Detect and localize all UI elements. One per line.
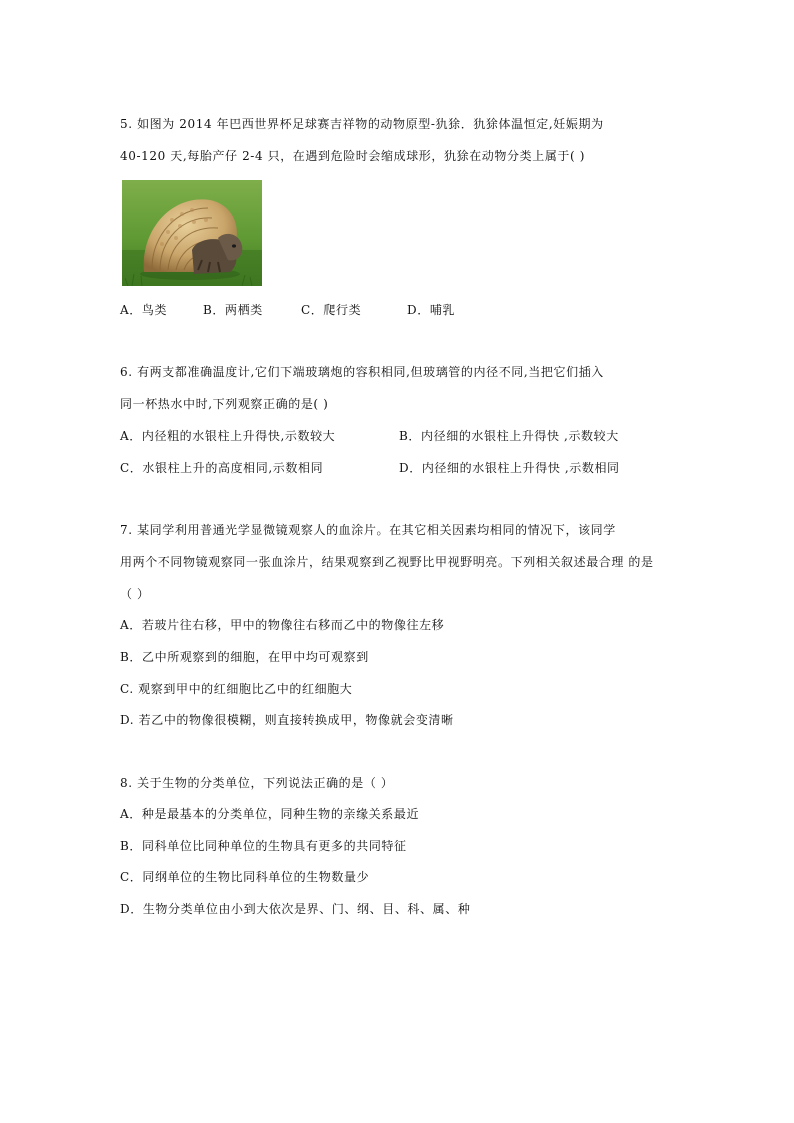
q7-stem-line-1: 7. 某同学利用普通光学显微镜观察人的血涂片。在其它相关因素均相同的情况下，该同学	[120, 523, 616, 537]
q8-option-c[interactable]: C．同纲单位的生物比同科单位的生物数量少	[120, 870, 370, 884]
q6-stem-line-2: 同一杯热水中时,下列观察正确的是( )	[120, 397, 329, 411]
q5-options	[120, 302, 520, 318]
q5-option-c[interactable]: C．爬行类	[301, 303, 362, 317]
q7-option-b[interactable]: B．乙中所观察到的细胞，在甲中均可观察到	[120, 650, 369, 664]
q6-options-row-1	[120, 428, 640, 444]
q5-option-b[interactable]: B．两栖类	[203, 303, 263, 317]
q6-option-b[interactable]: B．内径细的水银柱上升得快 ,示数较大	[399, 429, 619, 443]
q7-option-d[interactable]: D. 若乙中的物像很模糊，则直接转换成甲，物像就会变清晰	[120, 713, 454, 727]
q5-option-a[interactable]: A．鸟类	[120, 303, 168, 317]
q6-stem-line-1: 6. 有两支都准确温度计,它们下端玻璃炮的容积相同,但玻璃管的内径不同,当把它们插入	[120, 365, 604, 379]
q8-stem-line-1: 8. 关于生物的分类单位，下列说法正确的是（ ）	[120, 776, 394, 790]
q7-option-c[interactable]: C. 观察到甲中的红细胞比乙中的红细胞大	[120, 682, 353, 696]
armadillo-photo	[122, 180, 262, 286]
q8-option-d[interactable]: D．生物分类单位由小到大依次是界、门、纲、目、科、属、种	[120, 902, 471, 916]
q7-option-a[interactable]: A．若玻片往右移，甲中的物像往右移而乙中的物像往左移	[120, 618, 445, 632]
q5-stem-line-1: 5. 如图为 2014 年巴西世界杯足球赛吉祥物的动物原型-犰狳．犰狳体温恒定,妊娠期为	[120, 117, 604, 131]
q6-option-c[interactable]: C．水银柱上升的高度相同,示数相同	[120, 461, 324, 475]
q5-stem-line-2: 40-120 天,每胎产仔 2-4 只，在遇到危险时会缩成球形，犰狳在动物分类上属于( )	[120, 149, 585, 163]
q7-stem-line-2: 用两个不同物镜观察同一张血涂片，结果观察到乙视野比甲视野明亮。下列相关叙述最合理 的是	[120, 555, 654, 569]
q6-option-d[interactable]: D．内径细的水银柱上升得快 ,示数相同	[399, 461, 620, 475]
q7-stem-line-3: （ ）	[120, 587, 150, 601]
q6-option-a[interactable]: A．内径粗的水银柱上升得快,示数较大	[120, 429, 336, 443]
q8-option-a[interactable]: A．种是最基本的分类单位，同种生物的亲缘关系最近	[120, 807, 420, 821]
q8-option-b[interactable]: B．同科单位比同种单位的生物具有更多的共同特征	[120, 839, 407, 853]
q5-option-d[interactable]: D．哺乳	[407, 303, 456, 317]
q6-options-row-2	[120, 460, 640, 476]
